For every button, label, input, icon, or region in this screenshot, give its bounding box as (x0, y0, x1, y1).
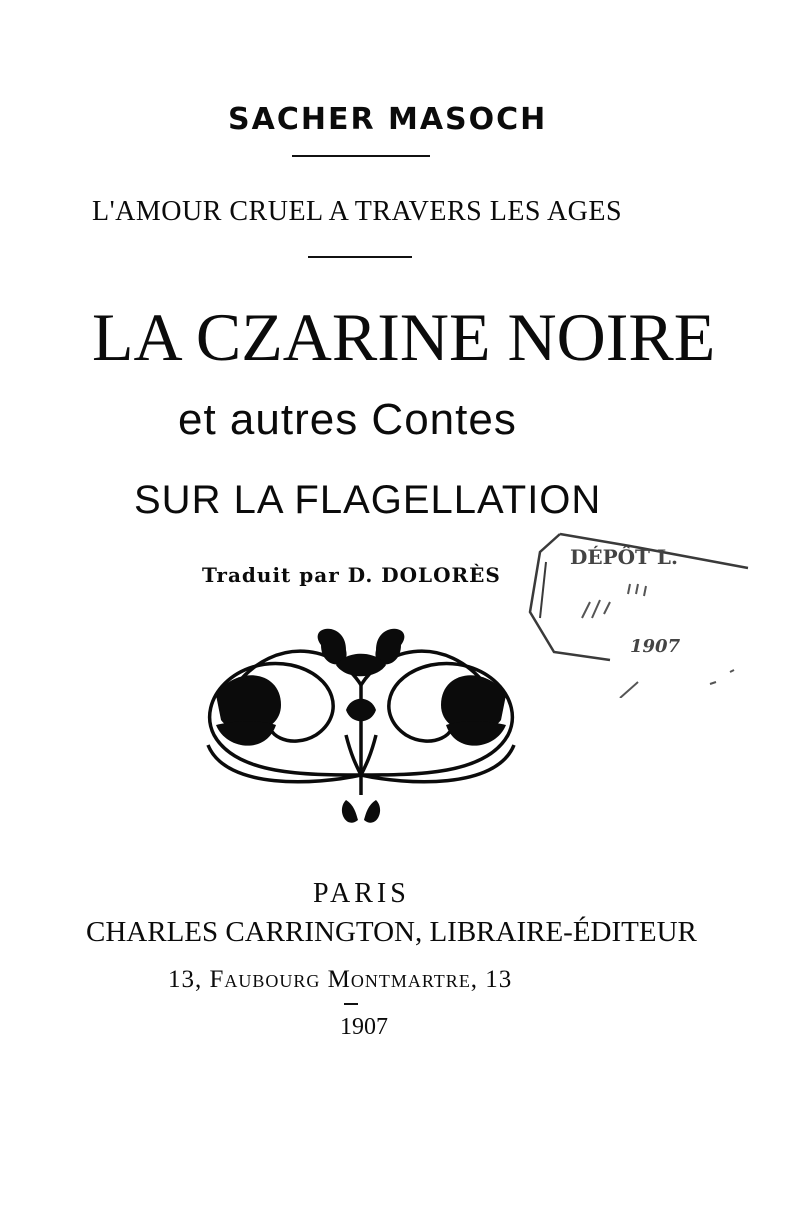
subtitle-line-2: SUR LA FLAGELLATION (134, 478, 602, 522)
year-rule (344, 1003, 358, 1005)
subtitle-line-1: et autres Contes (178, 395, 517, 444)
publication-year: 1907 (340, 1014, 388, 1040)
author-rule (292, 155, 430, 157)
floral-vignette-icon (196, 625, 526, 835)
publisher-address: 13, Faubourg Montmartre, 13 (168, 966, 513, 993)
author-name: SACHER MASOCH (228, 102, 548, 137)
series-title: L'AMOUR CRUEL A TRAVERS LES AGES (92, 196, 623, 227)
stamp-text-top: DÉPÔT L. (570, 545, 678, 569)
series-rule (308, 256, 412, 258)
publisher-name: CHARLES CARRINGTON, LIBRAIRE-ÉDITEUR (86, 916, 697, 948)
book-title: LA CZARINE NOIRE (92, 299, 716, 375)
translator-credit: Traduit par D. DOLORÈS (202, 563, 501, 587)
publication-city: PARIS (313, 878, 410, 909)
stamp-text-year: 1907 (630, 636, 681, 657)
library-stamp-icon (520, 522, 750, 698)
